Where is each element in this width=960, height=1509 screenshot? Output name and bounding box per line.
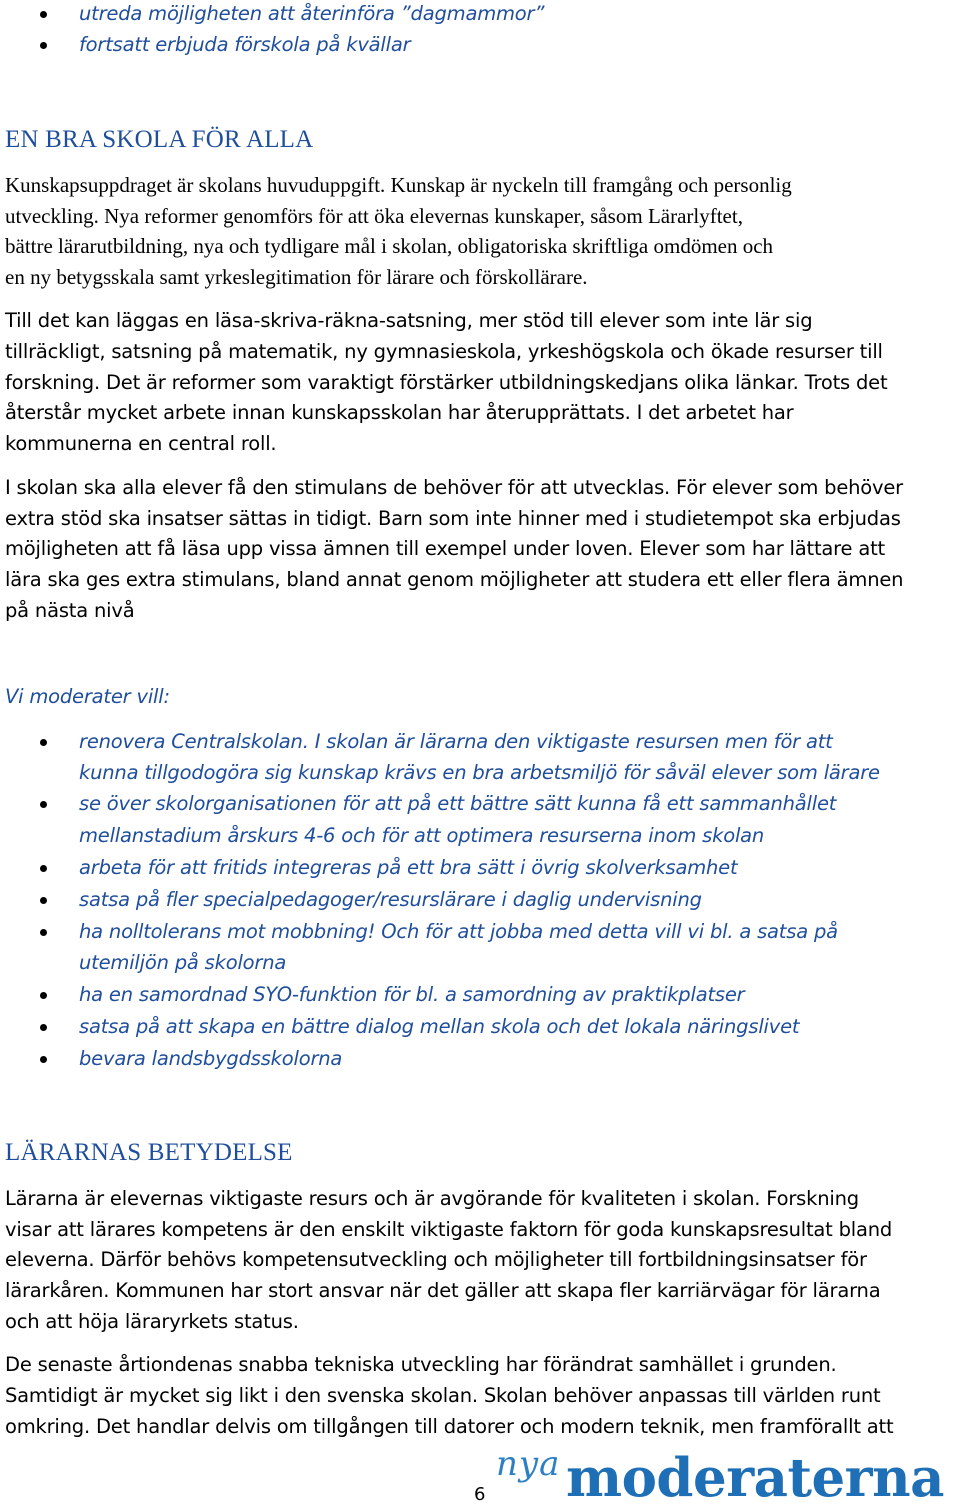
text-line: eleverna. Därför behövs kompetensutveckling och möjligheter till fortbildningsinsatser för (5, 1248, 867, 1271)
list-item: renovera Centralskolan. I skolan är lärarna den viktigaste resursen men för att (79, 730, 833, 753)
text-line: på nästa nivå (5, 599, 135, 622)
text-line: omkring. Det handlar delvis om tillgången till datorer och modern teknik, men framförallt att (5, 1415, 894, 1438)
bullet-icon (40, 801, 47, 808)
bullet-icon (40, 739, 47, 746)
text-line: tillräckligt, satsning på matematik, ny gymnasieskola, yrkeshögskola och ökade resurser till (5, 340, 883, 363)
bullet-icon (40, 42, 47, 49)
logo-large-text: moderaterna (566, 1447, 944, 1509)
list-item: ha en samordnad SYO-funktion för bl. a samordning av praktikplatser (79, 983, 745, 1006)
list-item: ha nolltolerans mot mobbning! Och för att jobba med detta vill vi bl. a satsa på (79, 920, 838, 943)
page-number: 6 (474, 1484, 486, 1505)
list-item-continuation: kunna tillgodogöra sig kunskap krävs en bra arbetsmiljö för såväl elever som lärare (79, 761, 880, 784)
list-item-continuation: utemiljön på skolorna (79, 951, 287, 974)
logo-small-text: nya (496, 1444, 561, 1484)
text-line: kommunerna en central roll. (5, 432, 277, 455)
text-line: visar att lärares kompetens är den enskilt viktigaste faktorn för goda kunskapsresultat bland (5, 1218, 893, 1241)
list-item: satsa på att skapa en bättre dialog mellan skola och det lokala näringslivet (79, 1015, 800, 1038)
bullet-icon (40, 1024, 47, 1031)
bullet-icon (40, 929, 47, 936)
list-item-continuation: mellanstadium årskurs 4-6 och för att optimera resurserna inom skolan (79, 824, 765, 847)
text-line: möjligheten att få läsa upp vissa ämnen till exempel under loven. Elever som har lättare att (5, 537, 885, 560)
list-heading: Vi moderater vill: (5, 685, 170, 708)
text-line: extra stöd ska insatser sättas in tidigt. Barn som inte hinner med i studietempot ska erbjudas (5, 507, 901, 530)
text-line: lära ska ges extra stimulans, bland annat genom möjligheter att studera ett eller flera ämnen (5, 568, 904, 591)
text-line: Samtidigt är mycket sig likt i den svenska skolan. Skolan behöver anpassas till världen runt (5, 1384, 881, 1407)
bullet-icon (40, 897, 47, 904)
text-line: återstår mycket arbete innan kunskapsskolan har återupprättats. I det arbetet har (5, 401, 794, 424)
text-line: bättre lärarutbildning, nya och tydligare mål i skolan, obligatoriska skriftliga omdömen och (5, 234, 774, 258)
list-item: arbeta för att fritids integreras på ett bra sätt i övrig skolverksamhet (79, 856, 738, 879)
text-line: Lärarna är elevernas viktigaste resurs och är avgörande för kvaliteten i skolan. Forskning (5, 1187, 859, 1210)
text-line: forskning. Det är reformer som varaktigt förstärker utbildningskedjans olika länkar. Trots det (5, 371, 888, 394)
section-heading: EN BRA SKOLA FÖR ALLA (5, 126, 314, 153)
text-line: I skolan ska alla elever få den stimulans de behöver för att utvecklas. För elever som behöver (5, 476, 903, 499)
text-line: lärarkåren. Kommunen har stort ansvar när det gäller att skapa fler karriärvägar för lärarna (5, 1279, 881, 1302)
text-line: Till det kan läggas en läsa-skriva-räkna-satsning, mer stöd till elever som inte lär sig (5, 309, 813, 332)
list-item: bevara landsbygdsskolorna (79, 1047, 343, 1070)
list-item: satsa på fler specialpedagoger/resurslärare i daglig undervisning (79, 888, 702, 911)
text-line: Kunskapsuppdraget är skolans huvuduppgift. Kunskap är nyckeln till framgång och personlig (5, 173, 792, 197)
text-line: en ny betygsskala samt yrkeslegitimation för lärare och förskollärare. (5, 265, 588, 289)
bullet-icon (40, 1056, 47, 1063)
list-item: fortsatt erbjuda förskola på kvällar (79, 33, 411, 56)
text-line: utveckling. Nya reformer genomförs för att öka elevernas kunskaper, såsom Lärarlyftet, (5, 204, 743, 228)
section-heading: LÄRARNAS BETYDELSE (5, 1139, 293, 1166)
bullet-icon (40, 992, 47, 999)
text-line: och att höja läraryrkets status. (5, 1310, 299, 1333)
list-item: utreda möjligheten att återinföra ”dagmammor” (79, 2, 545, 25)
list-item: se över skolorganisationen för att på ett bättre sätt kunna få ett sammanhållet (79, 792, 837, 815)
bullet-icon (40, 11, 47, 18)
text-line: De senaste årtiondenas snabba tekniska utveckling har förändrat samhället i grunden. (5, 1353, 837, 1376)
bullet-icon (40, 865, 47, 872)
